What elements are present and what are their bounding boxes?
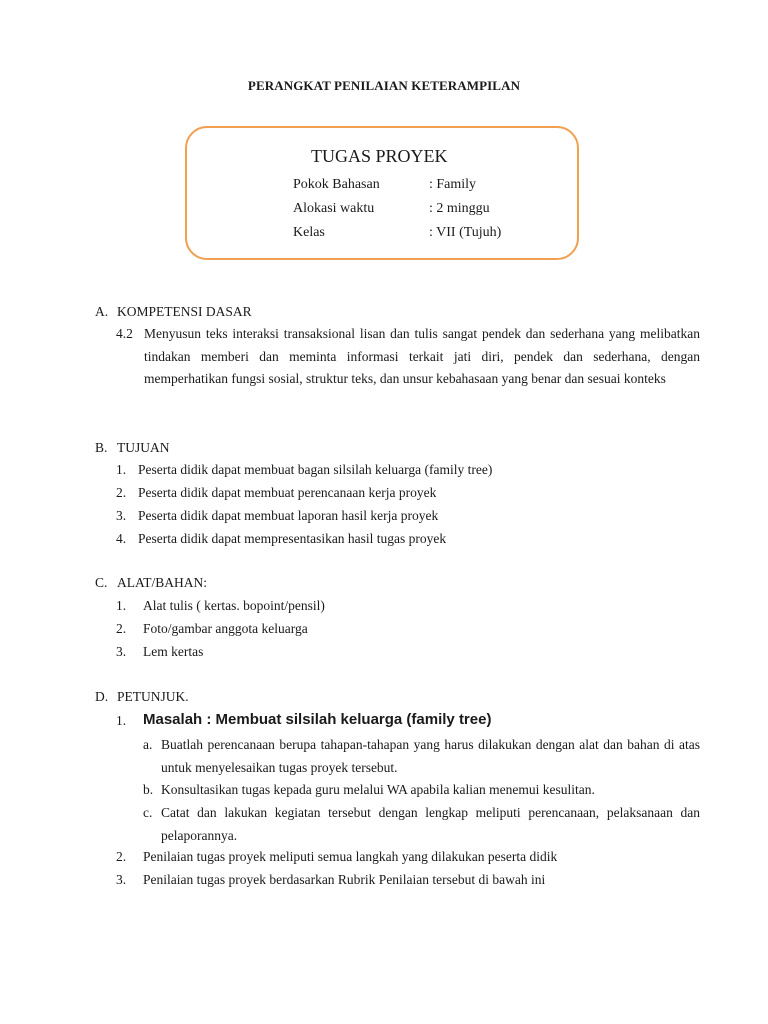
list-text: Alat tulis ( kertas. bopoint/pensil) [143,598,325,613]
list-text: Peserta didik dapat mempresentasikan hasil tugas proyek [138,531,447,546]
sub-text: Catat dan lakukan kegiatan tersebut dengan lengkap meliputi perencanaan, pelaksanaan dan pelaporannya. [161,805,700,843]
sub-item [143,802,700,847]
list-number: 3. [116,872,127,887]
list-text: Peserta didik dapat membuat perencanaan kerja proyek [138,485,437,500]
sub-item [143,734,700,779]
section-title: ALAT/BAHAN: [117,575,207,590]
sub-text: Buatlah perencanaan berupa tahapan-tahapan yang harus dilakukan dengan alat dan bahan di atas untuk menyelesaikan tugas proyek tersebut. [161,737,700,775]
section-letter: C. [95,575,108,590]
list-text: Lem kertas [143,644,204,659]
section-letter: D. [95,689,109,704]
task-row-label: Pokok Bahasan [293,177,380,192]
task-row-value: : 2 minggu [429,201,490,216]
list-number: 2. [116,849,127,864]
list-text: Peserta didik dapat membuat laporan hasil kerja proyek [138,508,439,523]
task-row-label: Alokasi waktu [293,201,375,216]
task-row-value: : VII (Tujuh) [429,225,502,240]
section-title: PETUNJUK. [117,689,189,704]
sub-item [143,779,700,802]
sub-text: Konsultasikan tugas kepada guru melalui WA apabila kalian menemui kesulitan. [161,782,595,797]
list-number: 1. [116,598,127,613]
list-number: 3. [116,508,127,523]
task-info-box [185,126,579,260]
list-number: 3. [116,644,127,659]
section-letter: B. [95,440,108,455]
competency-text: Menyusun teks interaksi transaksional lisan dan tulis sangat pendek dan sederhana yang melibatkan tindakan memberi dan meminta informasi terkait jati diri, pendek dan sederhana, dengan memperhatikan fungsi sosial, struktur teks, dan unsur kebahasaan yang benar dan sesuai konteks [144,326,700,387]
list-text: Foto/gambar anggota keluarga [143,621,308,636]
list-number: 1. [116,462,127,477]
list-number: 2. [116,485,127,500]
sub-letter: a. [143,737,153,752]
document-title: PERANGKAT PENILAIAN KETERAMPILAN [247,78,521,93]
list-text: Penilaian tugas proyek berdasarkan Rubrik Penilaian tersebut di bawah ini [143,872,546,887]
problem-text: Masalah : Membuat silsilah keluarga (family tree) [143,711,492,728]
task-title: TUGAS PROYEK [311,146,448,166]
task-row-value: : Family [429,177,477,192]
section-title: KOMPETENSI DASAR [117,304,252,319]
list-number: 4. [116,531,127,546]
section-title: TUJUAN [117,440,170,455]
list-number: 1. [116,713,127,728]
list-number: 2. [116,621,127,636]
task-row-label: Kelas [293,225,325,240]
sub-letter: c. [143,805,153,820]
section-letter: A. [95,304,109,319]
list-text: Penilaian tugas proyek meliputi semua langkah yang dilakukan peserta didik [143,849,558,864]
sub-letter: b. [143,782,154,797]
competency-number: 4.2 [116,326,133,341]
competency-item [116,323,700,391]
list-text: Peserta didik dapat membuat bagan silsilah keluarga (family tree) [138,462,493,477]
